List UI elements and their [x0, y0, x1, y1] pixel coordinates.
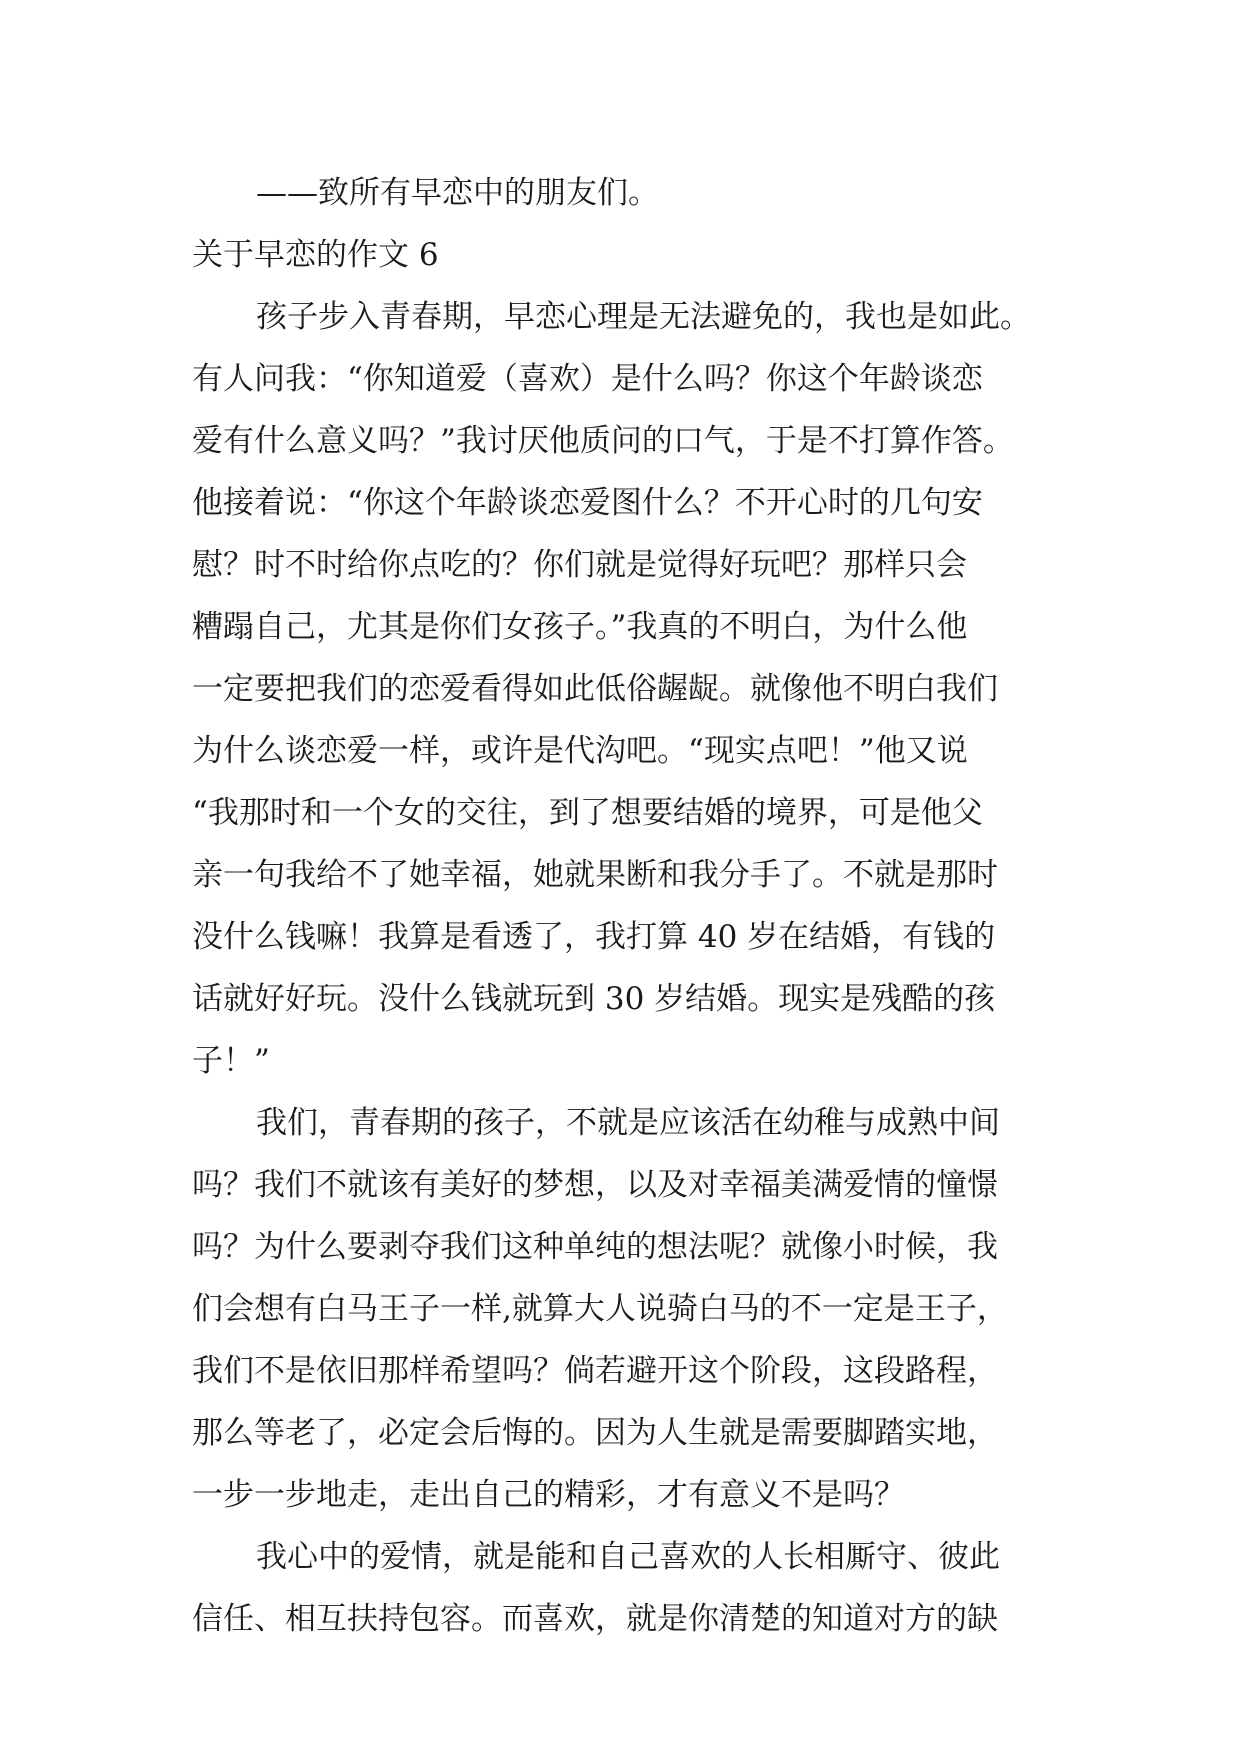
closing-line: ——致所有早恋中的朋友们。: [256, 175, 659, 211]
paragraph-line: 没什么钱嘛！我算是看透了，我打算 40 岁在结婚，有钱的: [192, 919, 996, 955]
paragraph-line: 我心中的爱情，就是能和自己喜欢的人长相厮守、彼此: [256, 1539, 1000, 1575]
paragraph-line: 我们，青春期的孩子，不就是应该活在幼稚与成熟中间: [256, 1105, 1000, 1141]
paragraph-line: 一步一步地走，走出自己的精彩，才有意义不是吗？: [192, 1477, 905, 1513]
paragraph-line: 吗？我们不就该有美好的梦想，以及对幸福美满爱情的憧憬: [192, 1167, 998, 1203]
paragraph-1: [192, 286, 1058, 1092]
document-body: [192, 162, 1058, 1650]
paragraph-2: [192, 1092, 1058, 1526]
paragraph-line: 话就好好玩。没什么钱就玩到 30 岁结婚。现实是残酷的孩: [192, 981, 996, 1017]
paragraph-line: 爱有什么意义吗？”我讨厌他质问的口气，于是不打算作答。: [192, 423, 1014, 459]
section-heading: 关于早恋的作文 6: [192, 237, 439, 273]
paragraph-line: 慰？时不时给你点吃的？你们就是觉得好玩吧？那样只会: [192, 547, 967, 583]
paragraph-line: 那么等老了，必定会后悔的。因为人生就是需要脚踏实地，: [192, 1415, 998, 1451]
paragraph-line: “我那时和一个女的交往，到了想要结婚的境界，可是他父: [192, 795, 983, 831]
paragraph-line: 吗？为什么要剥夺我们这种单纯的想法呢？就像小时候，我: [192, 1229, 998, 1265]
paragraph-line: 亲一句我给不了她幸福，她就果断和我分手了。不就是那时: [192, 857, 998, 893]
paragraph-line: 糟蹋自己，尤其是你们女孩子。”我真的不明白，为什么他: [192, 609, 968, 645]
paragraph-line: 为什么谈恋爱一样，或许是代沟吧。“现实点吧！”他又说: [192, 733, 968, 769]
paragraph-line: 子！”: [192, 1043, 270, 1079]
paragraph-line: 们会想有白马王子一样,就算大人说骑白马的不一定是王子，: [192, 1291, 1008, 1327]
paragraph-line: 孩子步入青春期，早恋心理是无法避免的，我也是如此。: [256, 299, 1031, 335]
paragraph-line: 我们不是依旧那样希望吗？倘若避开这个阶段，这段路程，: [192, 1353, 998, 1389]
paragraph-line: 信任、相互扶持包容。而喜欢，就是你清楚的知道对方的缺: [192, 1601, 998, 1637]
paragraph-line: 他接着说：“你这个年龄谈恋爱图什么？不开心时的几句安: [192, 485, 983, 521]
paragraph-line: 有人问我：“你知道爱（喜欢）是什么吗？你这个年龄谈恋: [192, 361, 983, 397]
paragraph-line: 一定要把我们的恋爱看得如此低俗龌龊。就像他不明白我们: [192, 671, 998, 707]
paragraph-3: [192, 1526, 1058, 1650]
